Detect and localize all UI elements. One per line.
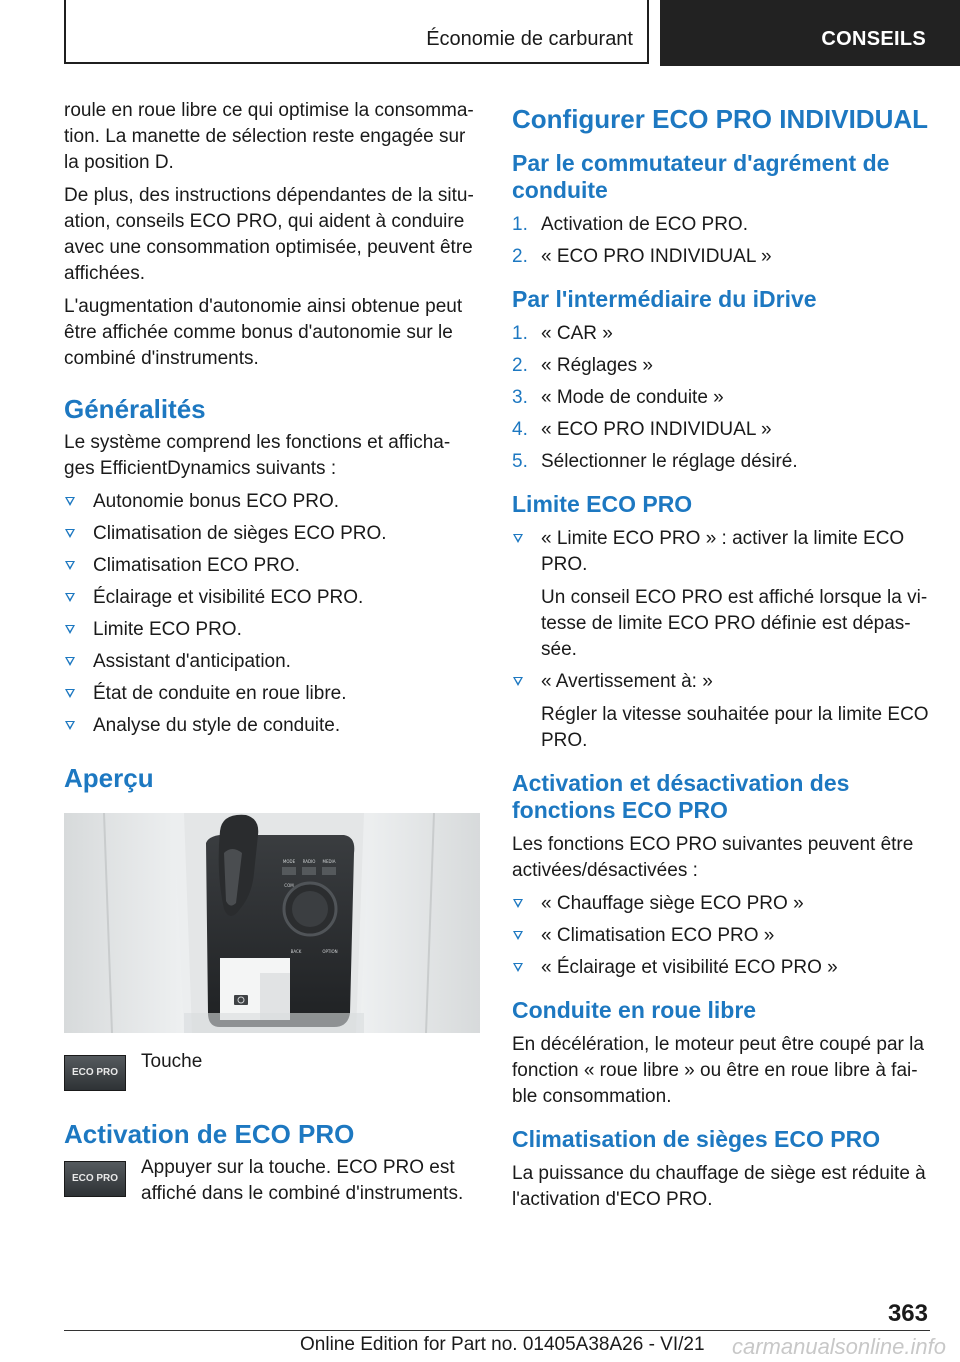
list-item: 2. « ECO PRO INDIVIDUAL » bbox=[512, 246, 772, 267]
list-item: 3. « Mode de conduite » bbox=[512, 387, 724, 408]
button-caption: Touche bbox=[141, 1051, 203, 1072]
triangle-bullet-icon bbox=[513, 931, 523, 940]
limit-heading: Limite ECO PRO bbox=[512, 491, 693, 517]
activation-functions-list bbox=[512, 891, 930, 981]
mode-key-label: MODE bbox=[282, 859, 296, 864]
triangle-bullet-icon bbox=[65, 689, 75, 698]
general-list bbox=[64, 489, 480, 739]
left-column bbox=[64, 98, 480, 1225]
radio-key-label: RADIO bbox=[302, 859, 316, 864]
edition-text: Online Edition for Part no. 01405A38A26 - VI/21 bbox=[300, 1334, 705, 1355]
triangle-bullet-icon bbox=[513, 899, 523, 908]
right-column bbox=[512, 98, 930, 1220]
activation-functions-heading: Activation et désactivation des fonctions ECO PRO bbox=[512, 770, 850, 823]
option-key-label: OPTION bbox=[322, 949, 338, 954]
activation-text: Appuyer sur la touche. ECO PRO est affiché dans le combiné d'instruments. bbox=[141, 1157, 464, 1204]
list-item: 1. « CAR » bbox=[512, 323, 613, 344]
triangle-bullet-icon bbox=[65, 657, 75, 666]
list-item: « Climatisation ECO PRO » bbox=[512, 923, 930, 949]
intro-paragraph: L'augmentation d'autonomie ainsi obtenue peut être affichée comme bonus d'autonomie sur le combiné d'instruments. bbox=[64, 296, 463, 369]
seat-heading: Climatisation de sièges ECO PRO bbox=[512, 1126, 881, 1152]
triangle-bullet-icon bbox=[65, 593, 75, 602]
limit-list bbox=[512, 526, 930, 754]
header-title-box bbox=[64, 0, 649, 64]
triangle-bullet-icon bbox=[65, 721, 75, 730]
switch-heading: Par le commutateur d'agrément de conduite bbox=[512, 150, 890, 203]
idrive-heading: Par l'intermédiaire du iDrive bbox=[512, 286, 817, 312]
button-caption-row bbox=[64, 1049, 480, 1109]
triangle-bullet-icon bbox=[513, 963, 523, 972]
back-key-label: BACK bbox=[290, 949, 302, 954]
intro-paragraph: De plus, des instructions dépendantes de la situ-ation, conseils ECO PRO, qui aident à conduire avec une consommation optimisée, peuvent être affichées. bbox=[64, 185, 474, 284]
com-key-label: COM bbox=[284, 883, 294, 888]
triangle-bullet-icon bbox=[513, 677, 523, 686]
coasting-heading: Conduite en roue libre bbox=[512, 997, 757, 1023]
list-item: Climatisation ECO PRO. bbox=[64, 553, 480, 579]
activation-functions-text: Les fonctions ECO PRO suivantes peuvent être activées/désactivées : bbox=[512, 834, 914, 881]
list-item: État de conduite en roue libre. bbox=[64, 681, 480, 707]
list-item: 4. « ECO PRO INDIVIDUAL » bbox=[512, 419, 772, 440]
general-heading: Généralités bbox=[64, 394, 206, 424]
footer-divider bbox=[64, 1330, 930, 1331]
list-item: 5. Sélectionner le réglage désiré. bbox=[512, 451, 798, 472]
center-console-illustration bbox=[64, 813, 480, 1033]
chapter-title: Économie de carburant bbox=[426, 28, 633, 50]
overview-heading: Aperçu bbox=[64, 763, 154, 793]
switch-steps bbox=[512, 212, 930, 270]
page-number: 363 bbox=[887, 1300, 928, 1327]
activation-row bbox=[64, 1155, 480, 1215]
list-item: 1. Activation de ECO PRO. bbox=[512, 214, 748, 235]
list-item: Assistant d'anticipation. bbox=[64, 649, 480, 675]
media-key-label: MEDIA bbox=[322, 859, 336, 864]
list-item: « Avertissement à: » Régler la vitesse souhaitée pour la limite ECO PRO. bbox=[512, 669, 930, 754]
activation-heading: Activation de ECO PRO bbox=[64, 1119, 355, 1149]
list-item: 2. « Réglages » bbox=[512, 355, 653, 376]
idrive-steps bbox=[512, 321, 930, 475]
triangle-bullet-icon bbox=[65, 561, 75, 570]
watermark: carmanualsonline.info bbox=[731, 1334, 946, 1359]
section-title: CONSEILS bbox=[821, 28, 926, 50]
page-header bbox=[0, 0, 960, 68]
eco-pro-button: ECO PRO bbox=[64, 1055, 126, 1091]
general-text: Le système comprend les fonctions et afficha-ges EfficientDynamics suivants : bbox=[64, 432, 451, 479]
list-item: Éclairage et visibilité ECO PRO. bbox=[64, 585, 480, 611]
config-heading: Configurer ECO PRO INDIVIDUAL bbox=[512, 104, 929, 134]
coasting-text: En décélération, le moteur peut être coupé par la fonction « roue libre » ou être en roue libre à fai-ble consommation. bbox=[512, 1034, 924, 1107]
seat-text: La puissance du chauffage de siège est réduite à l'activation d'ECO PRO. bbox=[512, 1163, 926, 1210]
list-item: Climatisation de sièges ECO PRO. bbox=[64, 521, 480, 547]
triangle-bullet-icon bbox=[513, 534, 523, 543]
list-item: Analyse du style de conduite. bbox=[64, 713, 480, 739]
list-item: « Chauffage siège ECO PRO » bbox=[512, 891, 930, 917]
list-item: « Éclairage et visibilité ECO PRO » bbox=[512, 955, 930, 981]
list-item: Autonomie bonus ECO PRO. bbox=[64, 489, 480, 515]
triangle-bullet-icon bbox=[65, 497, 75, 506]
center-console-photo bbox=[64, 813, 480, 1033]
header-section-tab bbox=[660, 0, 960, 66]
list-item: Limite ECO PRO. bbox=[64, 617, 480, 643]
triangle-bullet-icon bbox=[65, 529, 75, 538]
intro-paragraph: roule en roue libre ce qui optimise la consomma-tion. La manette de sélection reste engagée sur la position D. bbox=[64, 100, 474, 173]
triangle-bullet-icon bbox=[65, 625, 75, 634]
list-item: « Limite ECO PRO » : activer la limite ECO PRO. Un conseil ECO PRO est affiché lorsque la vi-tesse de limite ECO PRO définie est dépas-sée. bbox=[512, 526, 930, 663]
eco-pro-button: ECO PRO bbox=[64, 1161, 126, 1197]
